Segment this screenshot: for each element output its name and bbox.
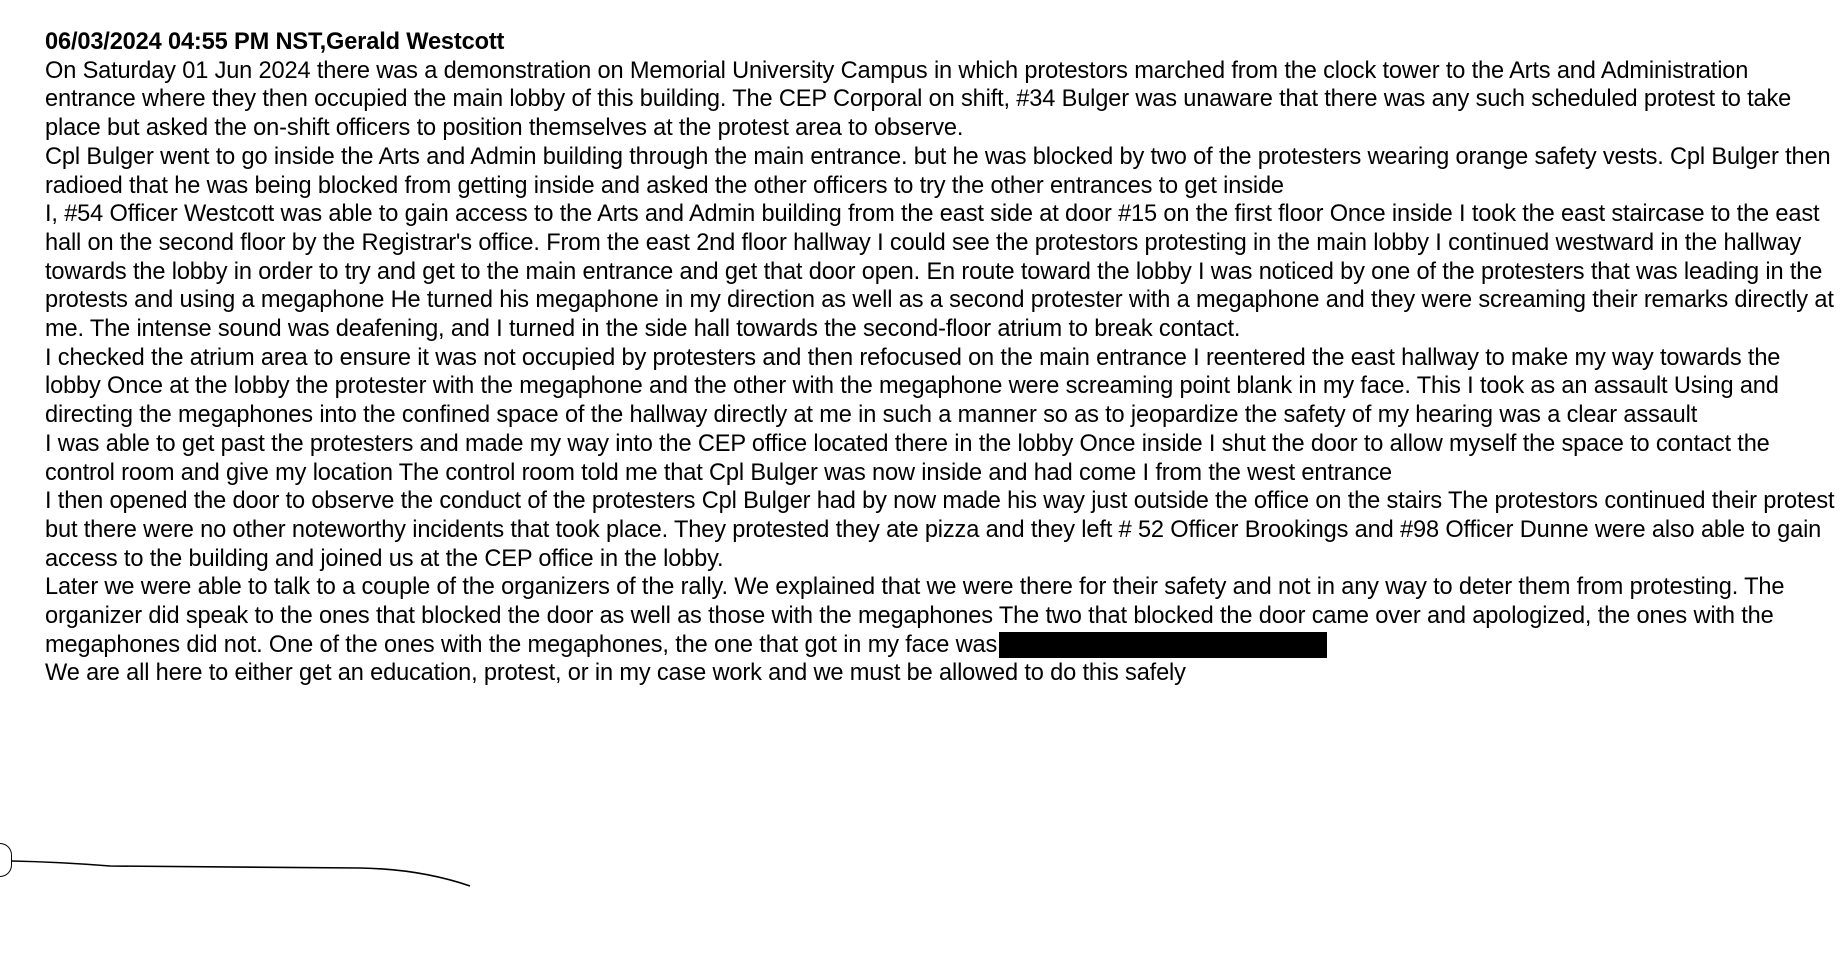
report-closing-line: We are all here to either get an education, protest, or in my case work and we must be allowed to do this safely	[45, 660, 1186, 687]
report-paragraph: Cpl Bulger went to go inside the Arts and Admin building through the main entrance. but he was blocked by two of the protesters wearing orange safety vests. Cpl Bulger then radioed that he was being blocked from getting inside and asked the other officers to try the other entrances to get inside	[45, 143, 1831, 199]
margin-bracket-mark	[0, 843, 12, 877]
redaction-bar	[999, 632, 1327, 658]
report-paragraph: I checked the atrium area to ensure it was not occupied by protesters and then refocused on the main entrance I reentered the east hallway to make my way towards the lobby Once at the lobby the protester with the megaphone and the other with the megaphone were screaming point blank in my face. This I took as an assault Using and directing the megaphones into the confined space of the hallway directly at me in such a manner so as to jeopardize the safety of my hearing was a clear assault	[45, 344, 1781, 429]
report-paragraph: I, #54 Officer Westcott was able to gain access to the Arts and Admin building from the east side at door #15 on the first floor Once inside I took the east staircase to the east hall on the second floor by the Registrar's office. From the east 2nd floor hallway I could see the protestors protesting in the main lobby I continued westward in the hallway towards the lobby in order to try and get to the main entrance and get that door open. En route toward the lobby I was noticed by one of the protesters that was leading in the protests and using a megaphone He turned his megaphone in my direction as well as a second protester with a megaphone and they were screaming their remarks directly at me. The intense sound was deafening, and I turned in the side hall towards the second-floor atrium to break contact.	[45, 201, 1834, 343]
report-paragraph: I was able to get past the protesters and made my way into the CEP office located there in the lobby Once inside I shut the door to allow myself the space to contact the control room and give my location The control room told me that Cpl Bulger was now inside and had come I from the west entrance	[45, 430, 1770, 486]
report-paragraph: On Saturday 01 Jun 2024 there was a demonstration on Memorial University Campus in which protestors marched from the clock tower to the Arts and Administration entrance where they then occupied the main lobby of this building. The CEP Corporal on shift, #34 Bulger was unaware that there was any such scheduled protest to take place but asked the on-shift officers to position themselves at the protest area to observe.	[45, 57, 1792, 142]
report-paragraph-text: Later we were able to talk to a couple of the organizers of the rally. We explained that we were there for their safety and not in any way to deter them from protesting. The organizer did speak to the ones that blocked the door as well as those with the megaphones The two that blocked the door came over and apologized, the ones with the megaphones did not. One of the ones with the megaphones, the one that got in my face was	[45, 574, 1785, 658]
report-paragraph-with-redaction	[45, 573, 1835, 659]
report-heading: 06/03/2024 04:55 PM NST,Gerald Westcott	[45, 29, 505, 55]
report-paragraph: I then opened the door to observe the conduct of the protesters Cpl Bulger had by now made his way just outside the office on the stairs The protestors continued their protest but there were no other noteworthy incidents that took place. They protested they ate pizza and they left # 52 Officer Brookings and #98 Officer Dunne were also able to gain access to the building and joined us at the CEP office in the lobby.	[45, 488, 1835, 572]
incident-report-body	[45, 28, 1835, 688]
